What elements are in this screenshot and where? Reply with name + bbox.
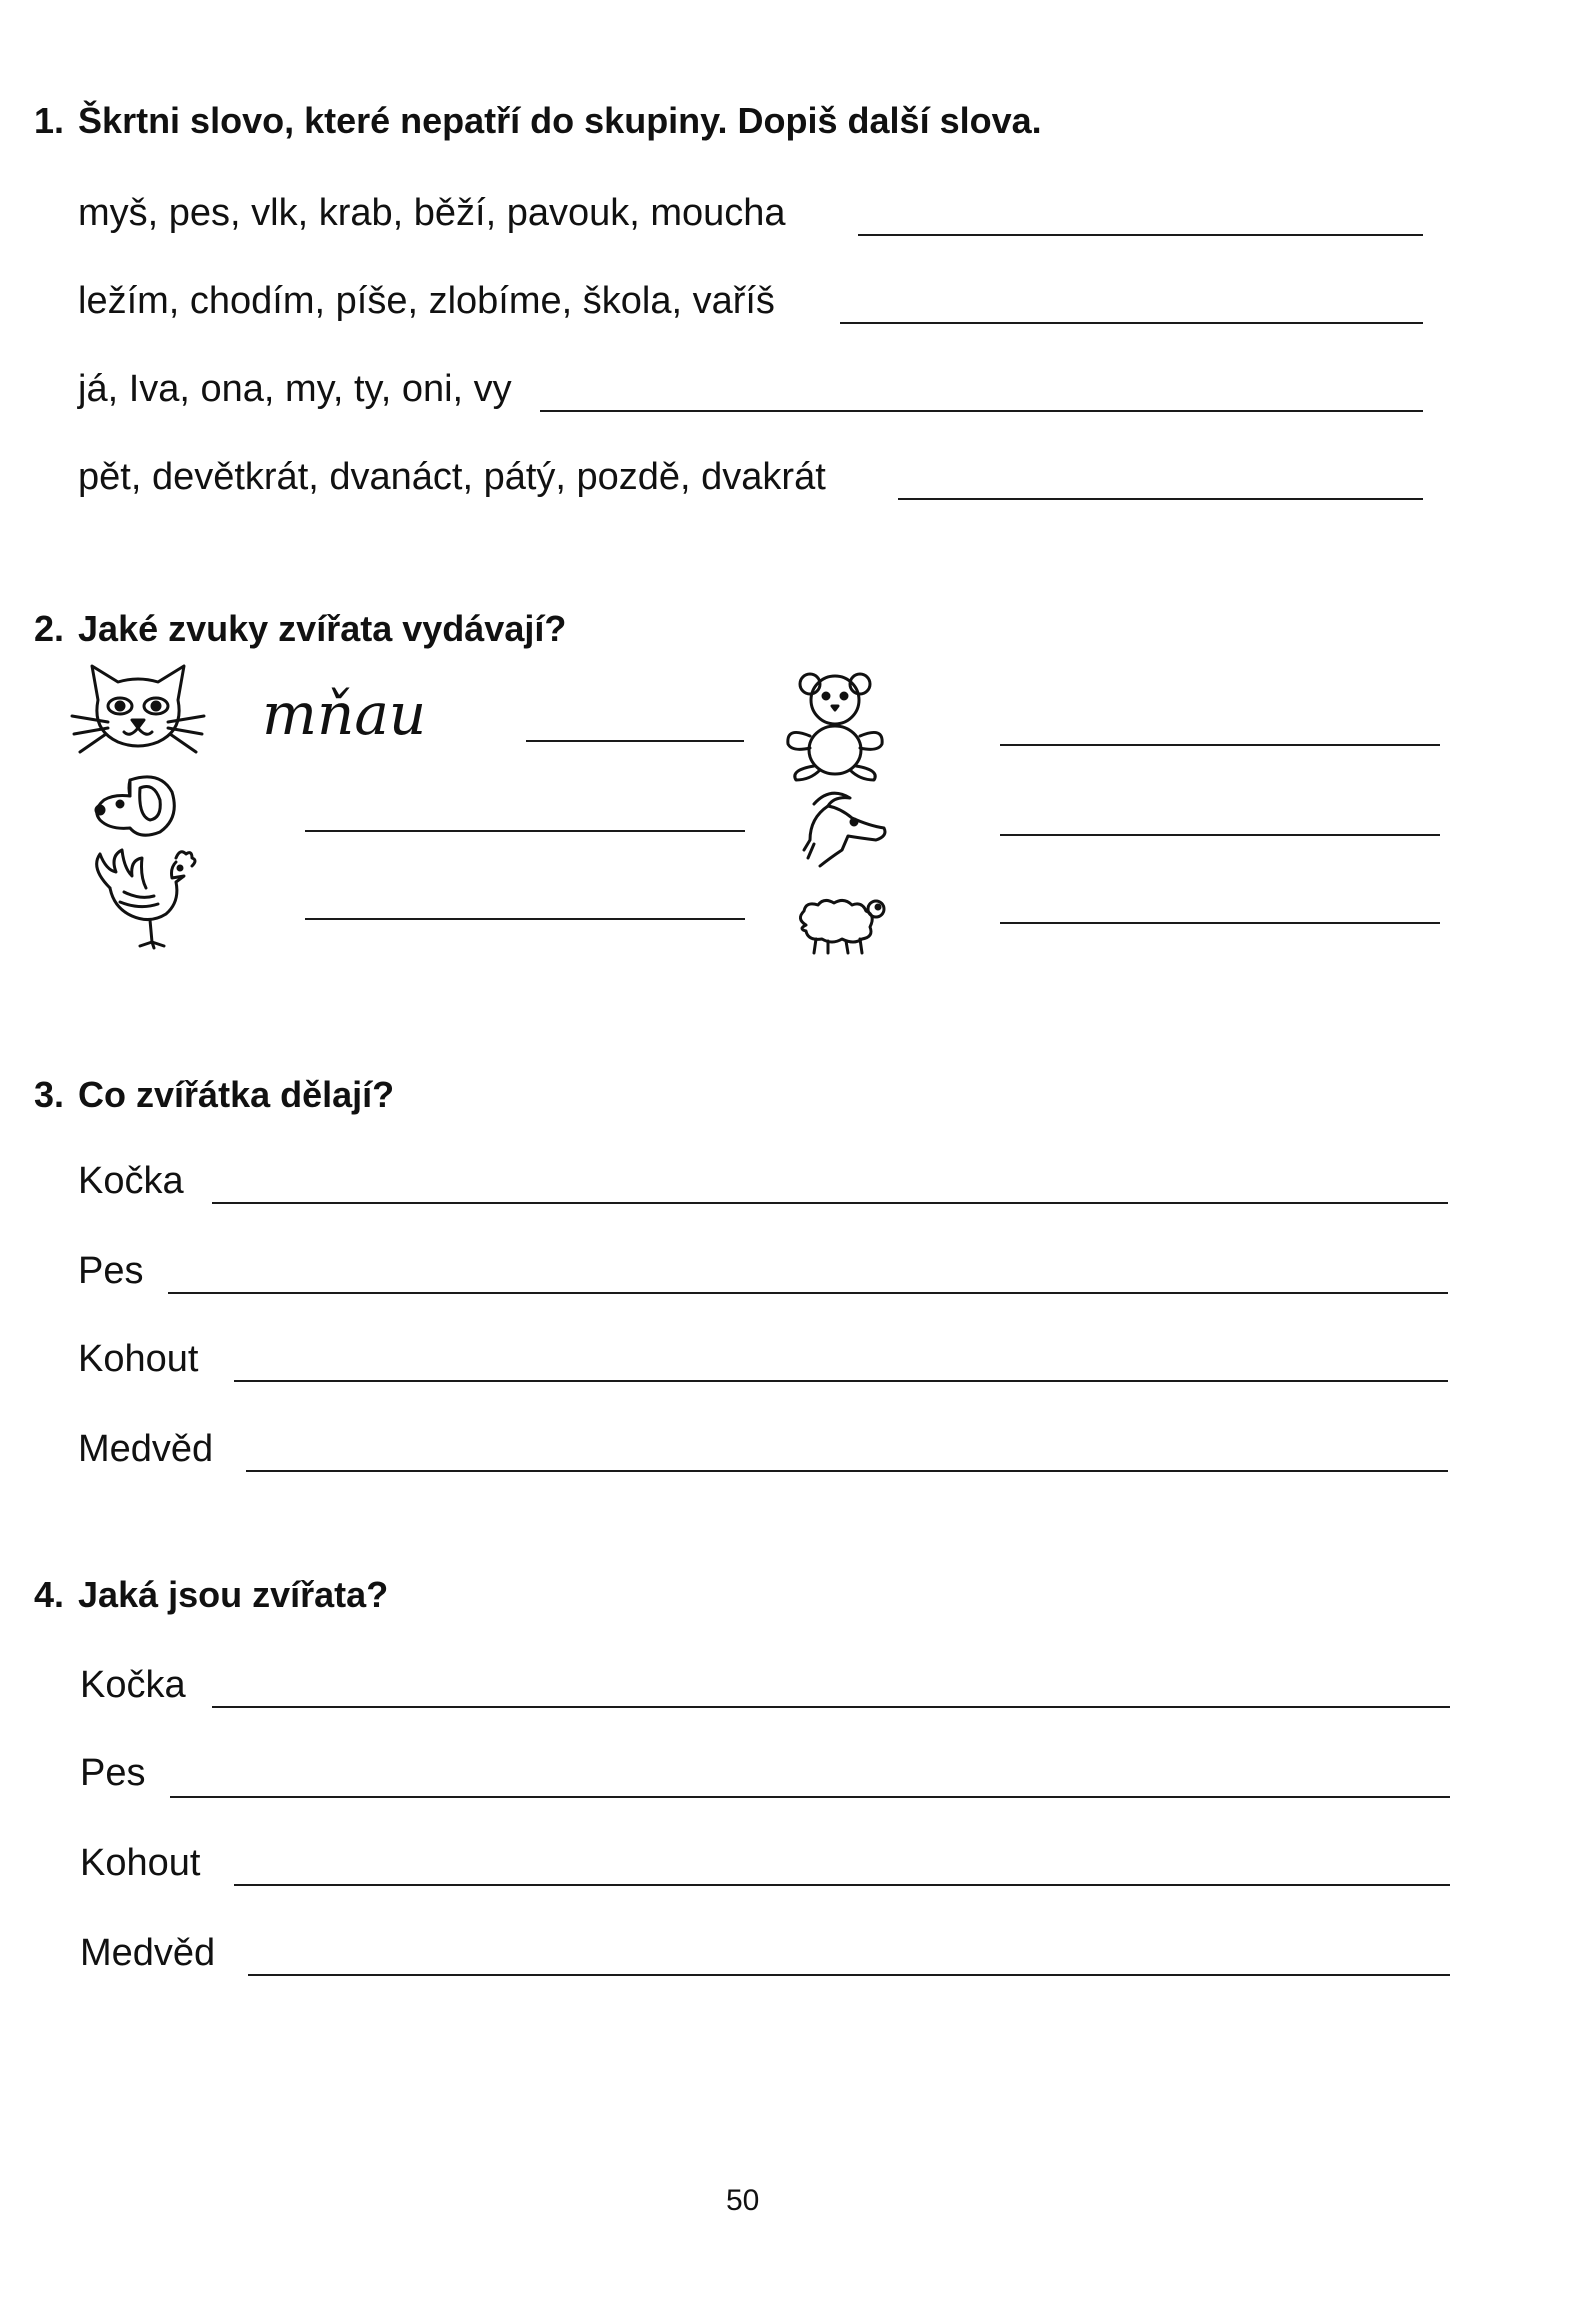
exercise-4-title: Jaká jsou zvířata? xyxy=(78,1574,389,1615)
ex2-blank-goat[interactable] xyxy=(1000,834,1440,836)
page-number: 50 xyxy=(726,2184,760,2217)
exercise-2-heading xyxy=(34,608,566,650)
ex3-label-medved: Medvěd xyxy=(78,1428,214,1470)
ex2-blank-dog[interactable] xyxy=(305,830,745,832)
ex4-answer-line-kocka[interactable] xyxy=(212,1706,1450,1708)
ex1-word-group-3: já, Iva, ona, my, ty, oni, vy xyxy=(78,368,512,410)
ex2-blank-sheep[interactable] xyxy=(1000,922,1440,924)
ex4-answer-line-medved[interactable] xyxy=(248,1974,1450,1976)
ex4-answer-line-kohout[interactable] xyxy=(234,1884,1450,1886)
ex2-blank-rooster[interactable] xyxy=(305,918,745,920)
ex1-word-group-1: myš, pes, vlk, krab, běží, pavouk, moucha xyxy=(78,192,786,234)
exercise-3-title: Co zvířátka dělají? xyxy=(78,1074,395,1115)
ex3-answer-line-kocka[interactable] xyxy=(212,1202,1448,1204)
ex1-answer-line-3[interactable] xyxy=(540,410,1423,412)
ex3-label-kohout: Kohout xyxy=(78,1338,199,1380)
ex1-answer-line-4[interactable] xyxy=(898,498,1423,500)
teddy-bear-icon xyxy=(780,670,890,780)
ex3-answer-line-pes[interactable] xyxy=(168,1292,1448,1294)
exercise-4-number: 4. xyxy=(34,1574,65,1615)
goat-icon xyxy=(800,788,890,868)
ex2-example-answer: mňau xyxy=(262,680,427,748)
exercise-4-heading xyxy=(34,1574,388,1616)
ex4-label-kohout: Kohout xyxy=(80,1842,201,1884)
ex2-blank-bear[interactable] xyxy=(1000,744,1440,746)
exercise-1-heading xyxy=(34,100,1042,142)
dog-icon xyxy=(90,770,180,840)
ex1-word-group-2: ležím, chodím, píše, zlobíme, škola, vaříš xyxy=(78,280,775,322)
ex3-label-pes: Pes xyxy=(78,1250,144,1292)
exercise-3-heading xyxy=(34,1074,394,1116)
exercise-1-number: 1. xyxy=(34,100,65,141)
ex3-answer-line-kohout[interactable] xyxy=(234,1380,1448,1382)
exercise-2-title: Jaké zvuky zvířata vydávají? xyxy=(78,608,567,649)
ex1-answer-line-1[interactable] xyxy=(858,234,1423,236)
rooster-icon xyxy=(80,848,200,948)
ex3-label-kocka: Kočka xyxy=(78,1160,184,1202)
ex4-label-kocka: Kočka xyxy=(80,1664,186,1706)
exercise-1-title: Škrtni slovo, které nepatří do skupiny. Dopiš další slova. xyxy=(78,100,1042,141)
ex1-word-group-4: pět, devětkrát, dvanáct, pátý, pozdě, dvakrát xyxy=(78,456,826,498)
exercise-2-number: 2. xyxy=(34,608,65,649)
exercise-3-number: 3. xyxy=(34,1074,65,1115)
ex1-answer-line-2[interactable] xyxy=(840,322,1423,324)
ex4-label-medved: Medvěd xyxy=(80,1932,216,1974)
ex4-label-pes: Pes xyxy=(80,1752,146,1794)
cat-icon xyxy=(68,660,208,760)
sheep-icon xyxy=(790,895,890,955)
ex2-blank-cat-2[interactable] xyxy=(526,740,744,742)
ex3-answer-line-medved[interactable] xyxy=(246,1470,1448,1472)
ex4-answer-line-pes[interactable] xyxy=(170,1796,1450,1798)
